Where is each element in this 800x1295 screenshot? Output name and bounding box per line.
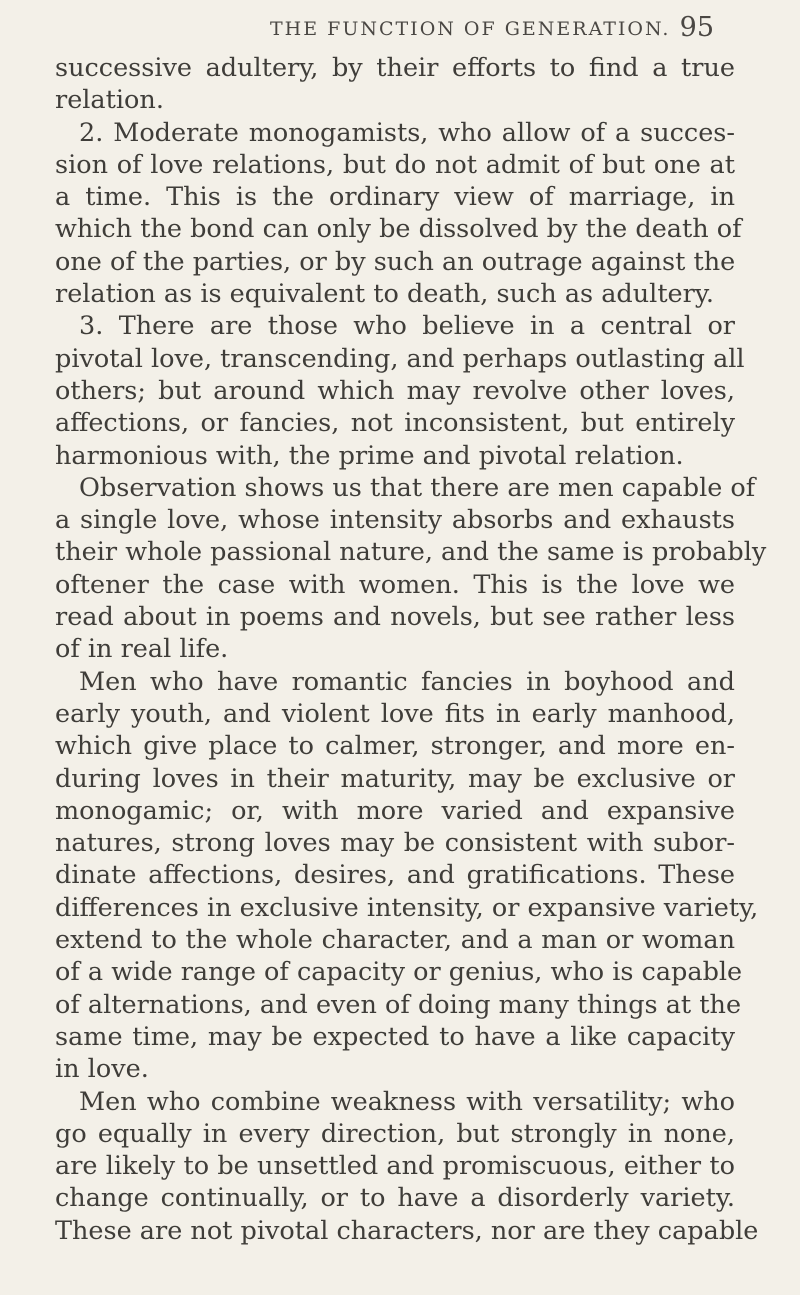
text-line: early youth, and violent love fits in early manhood, — [55, 698, 735, 729]
text-line: same time, may be expected to have a like capacity — [55, 1021, 735, 1052]
text-line: differences in exclusive intensity, or expansive variety, — [55, 892, 759, 923]
text-line: natures, strong loves may be consistent with subor- — [55, 828, 735, 859]
running-title: THE FUNCTION OF GENERATION. — [270, 18, 671, 40]
text-line: one of the parties, or by such an outrage against the — [55, 246, 736, 277]
page-number: 95 — [679, 12, 714, 43]
text-line: which give place to calmer, stronger, and more en- — [55, 731, 735, 762]
text-line: are likely to be unsettled and promiscuous, either to — [55, 1151, 735, 1182]
text-line: sion of love relations, but do not admit of but one at — [55, 149, 735, 180]
text-line: These are not pivotal characters, nor are they capable — [55, 1215, 759, 1246]
text-line: 3. There are those who believe in a central or — [79, 311, 735, 342]
body-text — [55, 52, 767, 1247]
text-line: their whole passional nature, and the same is probably — [55, 537, 767, 568]
page-header — [250, 8, 720, 48]
text-line: pivotal love, transcending, and perhaps outlasting all — [55, 343, 745, 374]
text-line: of in real life. — [55, 634, 229, 665]
text-line: relation as is equivalent to death, such as adultery. — [55, 279, 714, 310]
text-line: successive adultery, by their efforts to find a true — [55, 53, 735, 83]
text-line: change continually, or to have a disorderly variety. — [55, 1183, 735, 1214]
text-line: monogamic; or, with more varied and expansive — [55, 795, 735, 826]
text-line: oftener the case with women. This is the love we — [55, 569, 735, 600]
text-line: affections, or fancies, not inconsistent, but entirely — [55, 408, 735, 439]
text-line: relation. — [55, 85, 164, 116]
text-line: go equally in every direction, but strongly in none, — [55, 1118, 735, 1149]
text-line: a time. This is the ordinary view of marriage, in — [55, 182, 735, 213]
text-line: dinate affections, desires, and gratifications. These — [55, 860, 735, 891]
text-line: Men who combine weakness with versatility; who — [79, 1086, 735, 1117]
text-line: during loves in their maturity, may be exclusive or — [55, 763, 735, 794]
text-line: Observation shows us that there are men capable of — [79, 472, 756, 503]
text-line: harmonious with, the prime and pivotal relation. — [55, 440, 684, 471]
text-line: extend to the whole character, and a man or woman — [55, 925, 735, 956]
text-line: in love. — [55, 1054, 149, 1085]
text-line: 2. Moderate monogamists, who allow of a succes- — [79, 117, 735, 148]
text-line: read about in poems and novels, but see rather less — [55, 602, 735, 633]
text-line: which the bond can only be dissolved by the death of — [55, 214, 742, 245]
text-line: of a wide range of capacity or genius, who is capable — [55, 957, 743, 988]
text-line: of alternations, and even of doing many things at the — [55, 989, 742, 1020]
text-line: Men who have romantic fancies in boyhood and — [79, 666, 735, 697]
text-line: others; but around which may revolve other loves, — [55, 375, 735, 406]
text-line: a single love, whose intensity absorbs and exhausts — [55, 505, 735, 536]
